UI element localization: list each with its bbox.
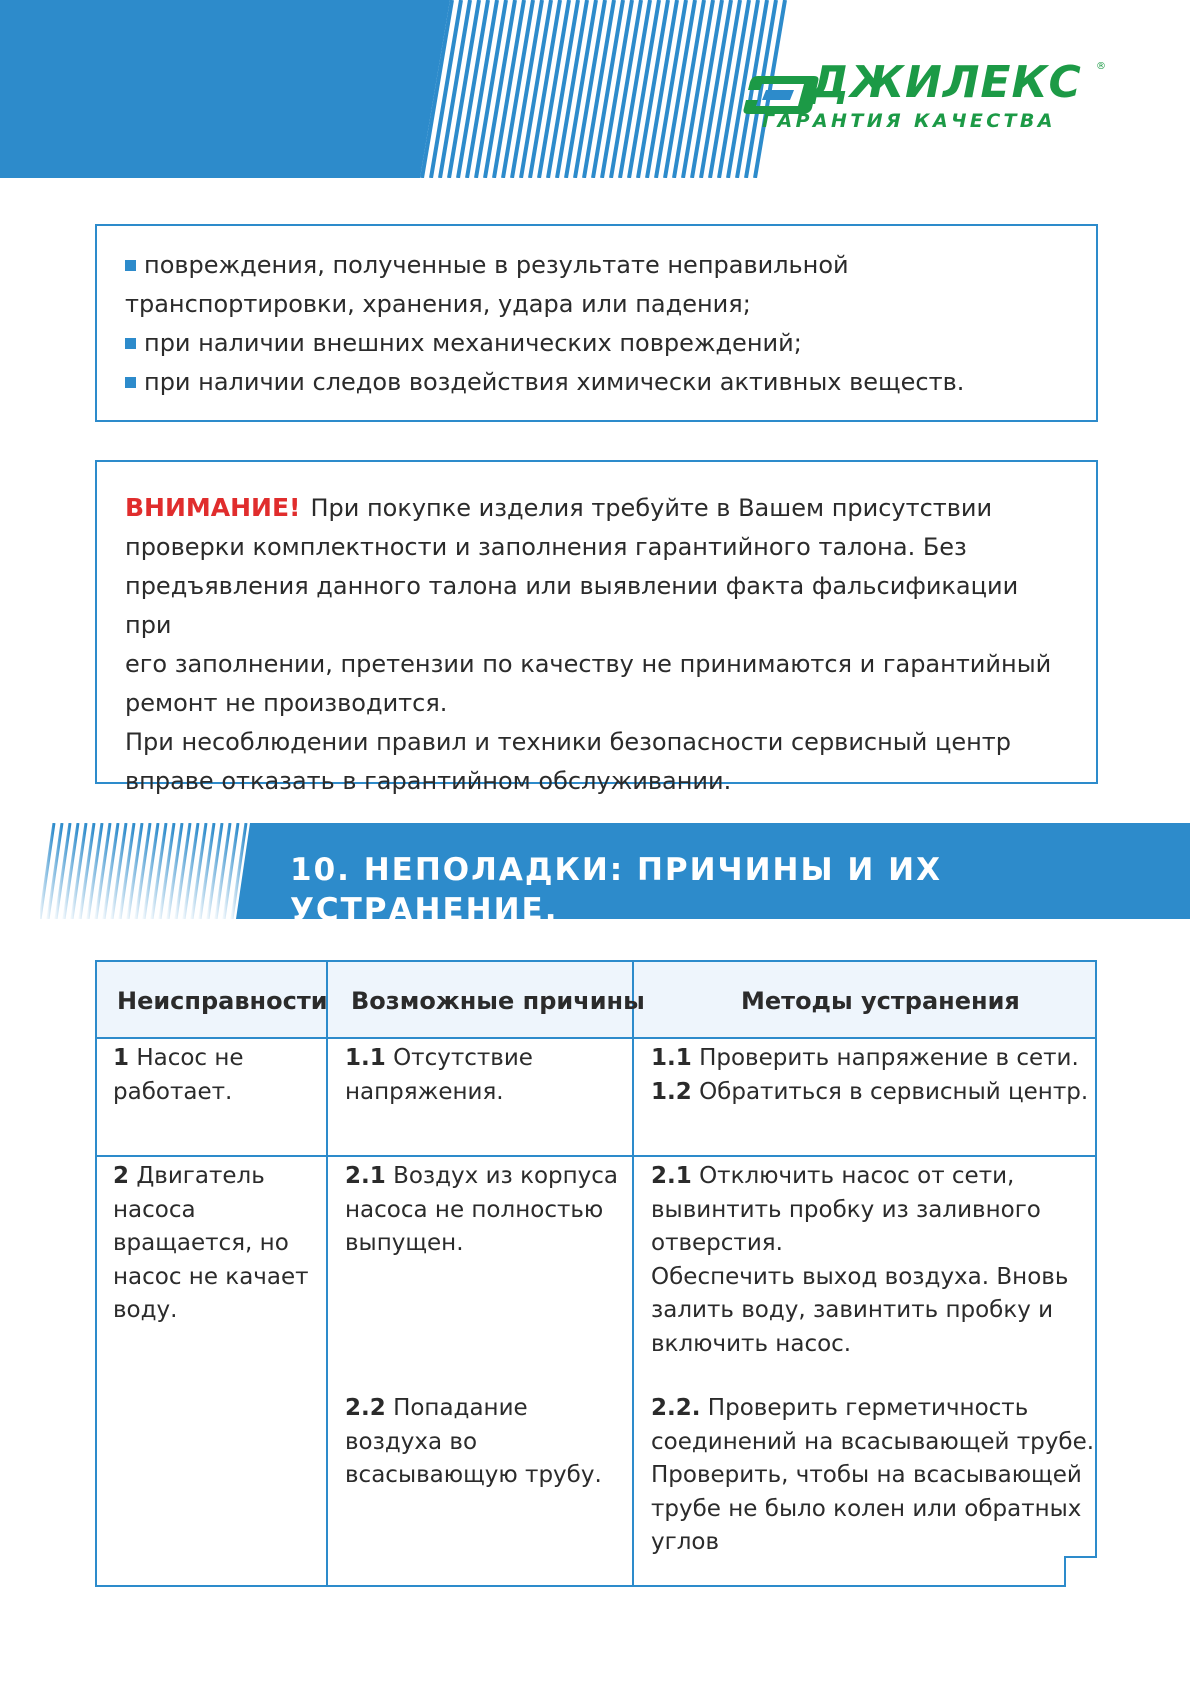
logo-tagline: ГАРАНТИЯ КАЧЕСТВА: [762, 110, 1056, 132]
section-title: 10. НЕПОЛАДКИ: ПРИЧИНЫ И ИХ УСТРАНЕНИЕ.: [290, 852, 942, 928]
list-item: при наличии следов воздействия химически активных веществ.: [125, 363, 1068, 402]
warning-line: вправе отказать в гарантийном обслуживании.: [125, 767, 732, 795]
bullet-square-icon: [125, 260, 136, 271]
table-cell-remedy-2-1: 2.1 Отключить насос от сети, вывинтить пробку из заливного отверстия. Обеспечить выход воздуха. Вновь залить воду, завинтить пробку и включить насос.: [651, 1163, 1069, 1357]
warning-label: ВНИМАНИЕ!: [125, 493, 301, 522]
list-item: повреждения, полученные в результате неправильной: [125, 246, 1068, 285]
troubleshooting-table: [95, 960, 1098, 1590]
table-cell-fault-2: 2 Двигатель насоса вращается, но насос не качает воду.: [113, 1163, 309, 1323]
table-cell-cause-2-1: 2.1 Воздух из корпуса насоса не полностью выпущен.: [345, 1163, 619, 1256]
table-cell-cause-1-1: 1.1 Отсутствие напряжения.: [345, 1045, 533, 1105]
bullet-square-icon: [125, 377, 136, 388]
warranty-exclusions-box: [95, 224, 1098, 422]
warning-line: его заполнении, претензии по качеству не принимаются и гарантийный: [125, 650, 1052, 678]
logo-name: ДЖИЛЕКС: [810, 57, 1082, 108]
warning-line: ВНИМАНИЕ! При покупке изделия требуйте в Вашем присутствии: [125, 493, 993, 522]
table-cell-remedy-1: 1.1 Проверить напряжение в сети. 1.2 Обратиться в сервисный центр.: [651, 1045, 1089, 1105]
registered-mark: ®: [1096, 61, 1106, 72]
exclusions-list: [125, 246, 1068, 402]
header-banner: [0, 0, 790, 178]
bullet-square-icon: [125, 338, 136, 349]
column-header-faults: Неисправности: [117, 987, 328, 1015]
warning-line: При несоблюдении правил и техники безопасности сервисный центр: [125, 728, 1011, 756]
warning-line: ремонт не производится.: [125, 689, 448, 717]
warning-line: предъявления данного талона или выявлении факта фальсификации при: [125, 572, 1019, 639]
list-item: при наличии внешних механических повреждений;: [125, 324, 1068, 363]
column-header-remedies: Методы устранения: [741, 987, 1020, 1015]
table-cell-fault-1: 1 Насос не работает.: [113, 1045, 244, 1105]
list-item: транспортировки, хранения, удара или падения;: [125, 290, 751, 318]
brand-logo: [740, 58, 1120, 138]
table-cell-remedy-2-2: 2.2. Проверить герметичность соединений на всасывающей трубе. Проверить, чтобы на всасывающей трубе не было колен или обратных углов: [651, 1395, 1095, 1555]
column-header-causes: Возможные причины: [351, 987, 645, 1015]
warning-line: проверки комплектности и заполнения гарантийного талона. Без: [125, 533, 967, 561]
warning-box: [95, 460, 1098, 795]
table-cell-cause-2-2: 2.2 Попадание воздуха во всасывающую трубу.: [345, 1395, 602, 1488]
